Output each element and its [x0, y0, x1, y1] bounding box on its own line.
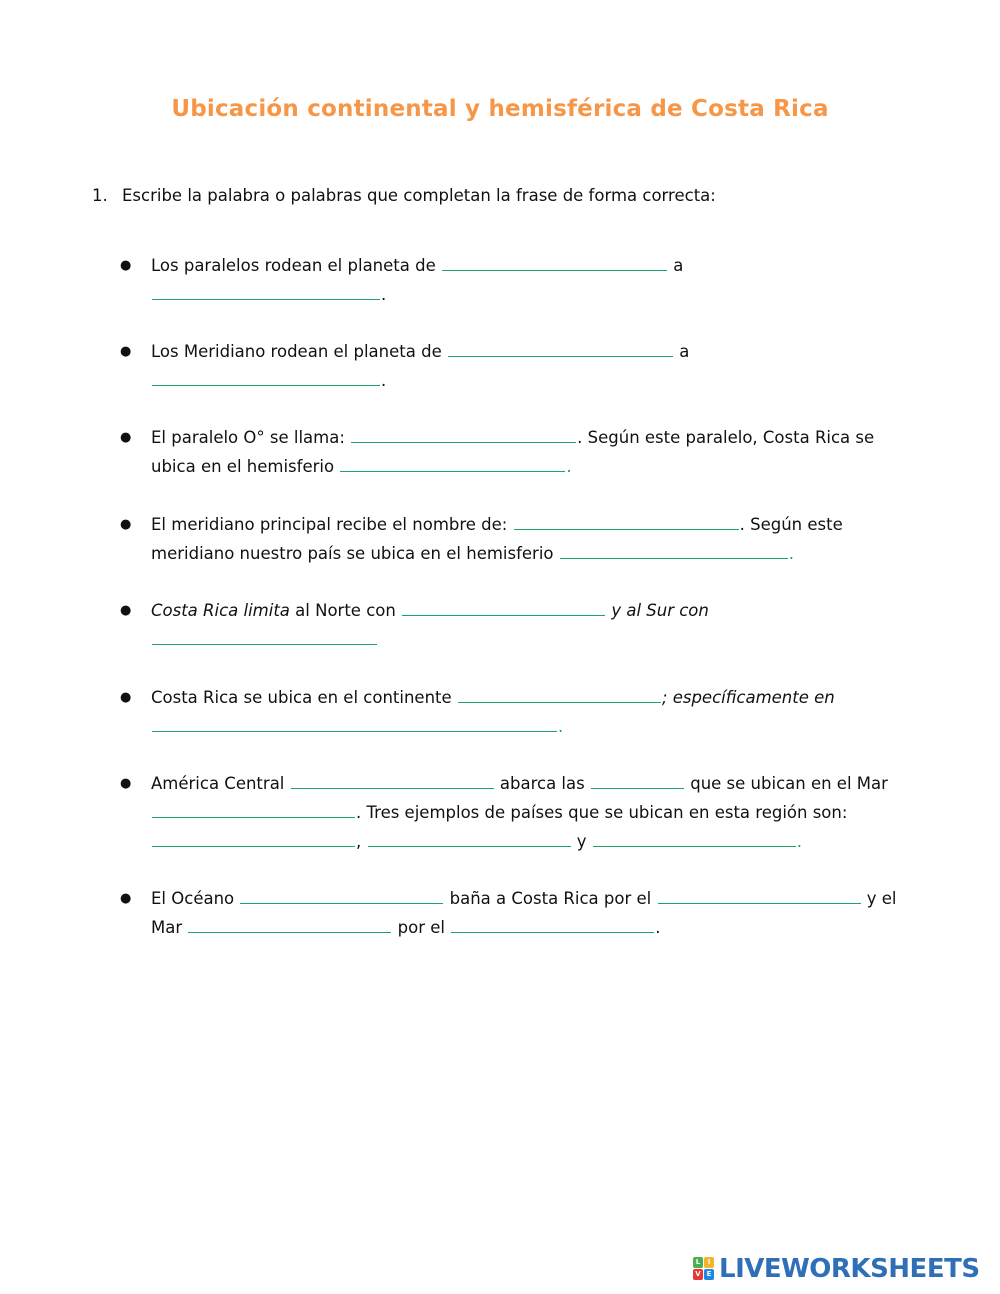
- item-text: a: [679, 342, 690, 361]
- instruction: [92, 186, 716, 205]
- answer-blank[interactable]: [351, 423, 576, 443]
- answer-blank[interactable]: [152, 712, 557, 732]
- list-item: [120, 683, 900, 741]
- list-item: [120, 251, 900, 309]
- item-text: abarca las: [499, 774, 585, 793]
- bullet-icon: ●: [120, 891, 132, 906]
- item-text: .: [381, 371, 387, 390]
- bullet-icon: ●: [120, 344, 132, 359]
- bullet-icon: ●: [120, 258, 132, 273]
- item-text: .: [788, 544, 795, 563]
- answer-blank[interactable]: [451, 913, 654, 933]
- item-text: y: [576, 832, 587, 851]
- item-text: ,: [356, 832, 362, 851]
- list-item: [120, 596, 900, 654]
- answer-blank[interactable]: [152, 625, 377, 645]
- list-item: [120, 884, 900, 942]
- item-text: a: [673, 256, 684, 275]
- list-item: [120, 423, 900, 481]
- list-item: [120, 769, 900, 856]
- item-text: meridiano nuestro país se ubica en el hemisferio: [151, 544, 554, 563]
- answer-blank[interactable]: [593, 827, 796, 847]
- item-text: Los Meridiano rodean el planeta de: [151, 342, 442, 361]
- answer-blank[interactable]: [458, 683, 661, 703]
- answer-blank[interactable]: [442, 251, 667, 271]
- liveworksheets-logo[interactable]: [693, 1254, 980, 1284]
- answer-blank[interactable]: [152, 827, 355, 847]
- answer-blank[interactable]: [514, 510, 739, 530]
- item-text: . Según este paralelo, Costa Rica se: [577, 428, 875, 447]
- item-text: .: [796, 832, 803, 851]
- bullet-icon: ●: [120, 603, 132, 618]
- item-text: Costa Rica se ubica en el continente: [151, 688, 452, 707]
- answer-blank[interactable]: [152, 280, 380, 300]
- item-text: .: [655, 918, 661, 937]
- item-text: .: [558, 717, 564, 736]
- bullet-icon: ●: [120, 776, 132, 791]
- answer-blank[interactable]: [240, 884, 443, 904]
- logo-mark-icon: L I V E: [693, 1257, 715, 1281]
- logo-text: LIVEWORKSHEETS: [719, 1254, 980, 1284]
- item-text: . Tres ejemplos de países que se ubican en esta región son:: [356, 803, 848, 822]
- item-text: El paralelo O° se llama:: [151, 428, 345, 447]
- item-text: América Central: [151, 774, 285, 793]
- list-item: [120, 510, 900, 568]
- item-text: Los paralelos rodean el planeta de: [151, 256, 436, 275]
- answer-blank[interactable]: [448, 337, 673, 357]
- item-text: . Según este: [739, 515, 843, 534]
- item-text: ubica en el hemisferio: [151, 457, 335, 476]
- item-text: baña a Costa Rica por el: [449, 889, 652, 908]
- answer-blank[interactable]: [658, 884, 861, 904]
- item-text: Costa Rica limita: [151, 601, 290, 620]
- instruction-number: 1.: [92, 186, 108, 205]
- instruction-text: Escribe la palabra o palabras que completan la frase de forma correcta:: [122, 186, 716, 205]
- item-text: Mar: [151, 918, 183, 937]
- answer-blank[interactable]: [152, 798, 355, 818]
- answer-blank[interactable]: [188, 913, 391, 933]
- item-text: por el: [397, 918, 445, 937]
- answer-blank[interactable]: [152, 366, 380, 386]
- page-title: Ubicación continental y hemisférica de Costa Rica: [171, 96, 829, 122]
- list-item: [120, 337, 900, 395]
- answer-blank[interactable]: [402, 596, 605, 616]
- bullet-icon: ●: [120, 430, 132, 445]
- item-text: El meridiano principal recibe el nombre de:: [151, 515, 508, 534]
- bullet-icon: ●: [120, 517, 132, 532]
- item-text: ; específicamente en: [661, 688, 835, 707]
- item-text: que se ubican en el Mar: [690, 774, 888, 793]
- item-text: al Norte con: [295, 601, 396, 620]
- item-text: .: [566, 457, 572, 476]
- answer-blank[interactable]: [560, 539, 788, 559]
- answer-blank[interactable]: [291, 769, 494, 789]
- answer-blank[interactable]: [340, 452, 565, 472]
- answer-blank[interactable]: [591, 769, 684, 789]
- item-text: El Océano: [151, 889, 235, 908]
- item-text: y el: [866, 889, 897, 908]
- answer-blank[interactable]: [368, 827, 571, 847]
- bullet-icon: ●: [120, 690, 132, 705]
- item-text: .: [381, 285, 387, 304]
- item-text: y al Sur con: [611, 601, 709, 620]
